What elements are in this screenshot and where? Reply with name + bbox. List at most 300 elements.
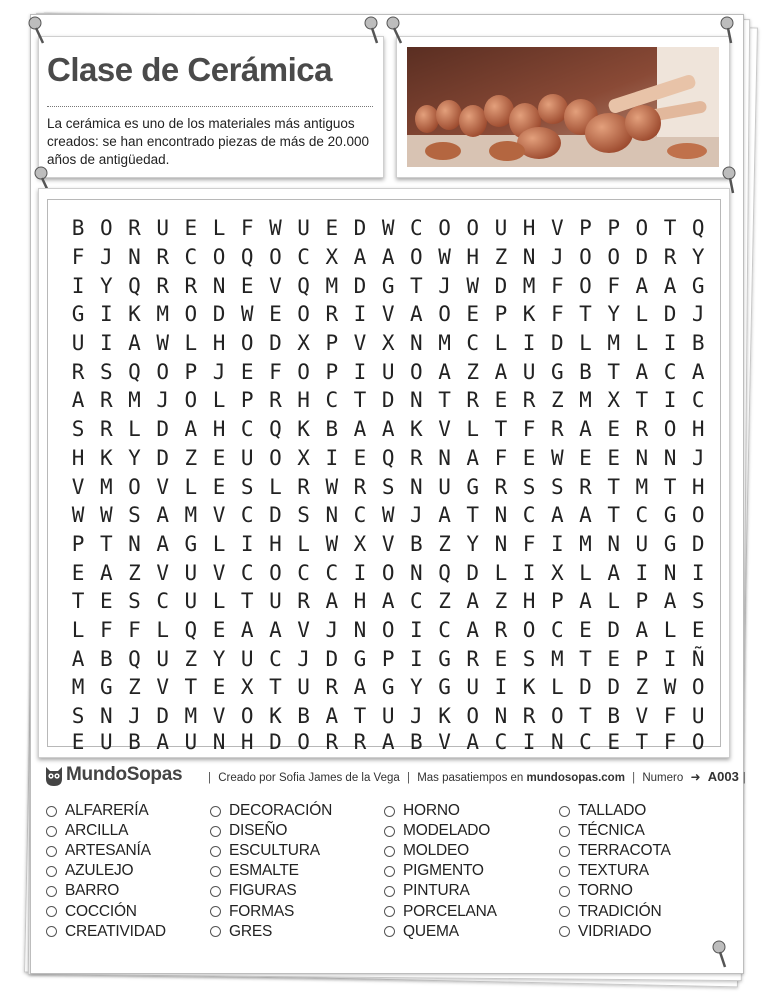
grid-letter[interactable]: L: [156, 617, 169, 642]
grid-letter[interactable]: X: [353, 531, 367, 556]
grid-letter[interactable]: G: [381, 273, 395, 298]
grid-letter[interactable]: B: [128, 730, 141, 755]
grid-letter[interactable]: U: [635, 531, 649, 556]
grid-letter[interactable]: R: [325, 302, 339, 327]
grid-letter[interactable]: W: [240, 302, 254, 327]
grid-letter[interactable]: V: [353, 331, 367, 356]
grid-letter[interactable]: D: [635, 245, 649, 270]
grid-letter[interactable]: A: [381, 730, 395, 755]
grid-letter[interactable]: A: [579, 589, 592, 614]
grid-letter[interactable]: W: [466, 273, 480, 298]
grid-letter[interactable]: E: [494, 646, 508, 671]
checkbox-circle-icon[interactable]: [46, 886, 57, 897]
grid-letter[interactable]: U: [438, 474, 451, 499]
grid-letter[interactable]: C: [635, 503, 649, 528]
grid-letter[interactable]: W: [381, 503, 395, 528]
grid-letter[interactable]: Y: [466, 531, 480, 556]
grid-letter[interactable]: A: [381, 589, 395, 614]
grid-letter[interactable]: M: [522, 273, 536, 298]
grid-letter[interactable]: I: [663, 331, 677, 356]
grid-letter[interactable]: N: [353, 617, 367, 642]
grid-letter[interactable]: U: [691, 704, 705, 729]
grid-letter[interactable]: O: [691, 503, 705, 528]
grid-letter[interactable]: G: [438, 646, 451, 671]
grid-letter[interactable]: A: [466, 445, 480, 470]
grid-letter[interactable]: A: [128, 331, 141, 356]
grid-letter[interactable]: I: [353, 560, 367, 585]
grid-letter[interactable]: O: [99, 216, 113, 241]
grid-letter[interactable]: N: [663, 560, 677, 585]
grid-letter[interactable]: Y: [212, 646, 226, 671]
grid-letter[interactable]: T: [240, 589, 254, 614]
grid-letter[interactable]: I: [522, 331, 536, 356]
grid-letter[interactable]: R: [297, 589, 310, 614]
grid-letter[interactable]: O: [297, 730, 310, 755]
grid-letter[interactable]: J: [438, 273, 451, 298]
grid-letter[interactable]: O: [691, 730, 705, 755]
grid-letter[interactable]: T: [410, 273, 423, 298]
word-list-item[interactable]: [557, 841, 671, 861]
grid-letter[interactable]: W: [381, 216, 395, 241]
grid-letter[interactable]: L: [635, 331, 649, 356]
grid-letter[interactable]: N: [494, 704, 508, 729]
grid-letter[interactable]: E: [579, 617, 592, 642]
grid-letter[interactable]: N: [410, 331, 423, 356]
grid-letter[interactable]: L: [212, 589, 226, 614]
grid-letter[interactable]: S: [522, 474, 536, 499]
grid-letter[interactable]: V: [550, 216, 564, 241]
site-link[interactable]: mundosopas.com: [526, 772, 625, 784]
grid-letter[interactable]: V: [269, 273, 282, 298]
grid-letter[interactable]: D: [494, 273, 508, 298]
grid-letter[interactable]: D: [353, 216, 367, 241]
grid-letter[interactable]: O: [466, 704, 480, 729]
grid-letter[interactable]: H: [269, 531, 282, 556]
grid-letter[interactable]: I: [663, 388, 677, 413]
grid-letter[interactable]: J: [156, 388, 169, 413]
grid-letter[interactable]: D: [466, 560, 480, 585]
grid-letter[interactable]: L: [663, 617, 677, 642]
grid-letter[interactable]: F: [522, 417, 536, 442]
grid-letter[interactable]: J: [212, 359, 226, 384]
grid-letter[interactable]: S: [297, 503, 310, 528]
grid-letter[interactable]: C: [410, 216, 423, 241]
grid-letter[interactable]: F: [99, 617, 113, 642]
grid-letter[interactable]: Q: [297, 273, 310, 298]
grid-letter[interactable]: U: [466, 675, 480, 700]
grid-letter[interactable]: C: [522, 503, 536, 528]
grid-letter[interactable]: A: [410, 302, 423, 327]
checkbox-circle-icon[interactable]: [559, 926, 570, 937]
grid-letter[interactable]: H: [691, 474, 705, 499]
grid-letter[interactable]: K: [269, 704, 282, 729]
grid-letter[interactable]: O: [128, 474, 141, 499]
grid-letter[interactable]: M: [635, 474, 649, 499]
grid-letter[interactable]: I: [353, 302, 367, 327]
grid-letter[interactable]: Y: [410, 675, 423, 700]
grid-letter[interactable]: S: [522, 646, 536, 671]
grid-letter[interactable]: A: [381, 245, 395, 270]
grid-letter[interactable]: O: [438, 216, 451, 241]
grid-letter[interactable]: P: [325, 331, 339, 356]
checkbox-circle-icon[interactable]: [559, 886, 570, 897]
grid-letter[interactable]: C: [550, 617, 564, 642]
grid-letter[interactable]: U: [522, 359, 536, 384]
grid-letter[interactable]: V: [438, 730, 451, 755]
grid-letter[interactable]: U: [184, 589, 198, 614]
grid-letter[interactable]: L: [494, 331, 508, 356]
grid-letter[interactable]: W: [438, 245, 451, 270]
grid-letter[interactable]: K: [410, 417, 423, 442]
grid-letter[interactable]: A: [635, 617, 649, 642]
grid-letter[interactable]: P: [184, 359, 198, 384]
grid-letter[interactable]: E: [466, 302, 480, 327]
grid-letter[interactable]: N: [522, 245, 536, 270]
grid-letter[interactable]: S: [691, 589, 705, 614]
grid-letter[interactable]: R: [410, 445, 423, 470]
grid-letter[interactable]: F: [128, 617, 141, 642]
grid-letter[interactable]: Z: [550, 388, 564, 413]
grid-letter[interactable]: A: [71, 388, 85, 413]
grid-letter[interactable]: I: [410, 646, 423, 671]
grid-letter[interactable]: R: [156, 273, 169, 298]
word-list-item[interactable]: [44, 901, 166, 921]
grid-letter[interactable]: G: [663, 503, 677, 528]
grid-letter[interactable]: C: [325, 388, 339, 413]
grid-letter[interactable]: G: [438, 675, 451, 700]
grid-letter[interactable]: R: [353, 730, 367, 755]
grid-letter[interactable]: B: [297, 704, 310, 729]
checkbox-circle-icon[interactable]: [46, 846, 57, 857]
grid-letter[interactable]: R: [269, 388, 282, 413]
grid-letter[interactable]: A: [184, 417, 198, 442]
grid-letter[interactable]: Z: [494, 245, 508, 270]
grid-letter[interactable]: A: [353, 245, 367, 270]
grid-letter[interactable]: X: [381, 331, 395, 356]
grid-letter[interactable]: T: [635, 388, 649, 413]
grid-letter[interactable]: O: [297, 359, 310, 384]
word-list-item[interactable]: [557, 922, 671, 942]
grid-letter[interactable]: T: [607, 474, 620, 499]
word-list-item[interactable]: [208, 901, 332, 921]
grid-letter[interactable]: Z: [128, 560, 141, 585]
grid-letter[interactable]: I: [522, 560, 536, 585]
grid-letter[interactable]: C: [240, 503, 254, 528]
grid-letter[interactable]: V: [212, 704, 226, 729]
grid-letter[interactable]: Z: [184, 445, 198, 470]
grid-letter[interactable]: P: [71, 531, 85, 556]
word-list-item[interactable]: [382, 922, 497, 942]
grid-letter[interactable]: A: [607, 560, 620, 585]
word-list-item[interactable]: [208, 821, 332, 841]
grid-letter[interactable]: D: [607, 675, 620, 700]
grid-letter[interactable]: N: [438, 445, 451, 470]
grid-letter[interactable]: B: [607, 704, 620, 729]
grid-letter[interactable]: Z: [438, 531, 451, 556]
grid-letter[interactable]: E: [691, 617, 705, 642]
grid-letter[interactable]: P: [579, 216, 592, 241]
word-list-item[interactable]: [208, 922, 332, 942]
grid-letter[interactable]: B: [99, 646, 113, 671]
grid-letter[interactable]: Q: [438, 560, 451, 585]
grid-letter[interactable]: T: [353, 388, 367, 413]
word-list-item[interactable]: [382, 881, 497, 901]
grid-letter[interactable]: E: [269, 302, 282, 327]
grid-letter[interactable]: W: [325, 531, 339, 556]
checkbox-circle-icon[interactable]: [210, 846, 221, 857]
grid-letter[interactable]: O: [184, 302, 198, 327]
grid-letter[interactable]: C: [579, 730, 592, 755]
grid-letter[interactable]: C: [297, 560, 310, 585]
grid-letter[interactable]: U: [381, 704, 395, 729]
grid-letter[interactable]: T: [607, 503, 620, 528]
grid-letter[interactable]: C: [691, 388, 705, 413]
grid-letter[interactable]: R: [325, 730, 339, 755]
grid-letter[interactable]: L: [212, 388, 226, 413]
checkbox-circle-icon[interactable]: [210, 906, 221, 917]
grid-letter[interactable]: O: [607, 245, 620, 270]
grid-letter[interactable]: M: [607, 331, 620, 356]
grid-letter[interactable]: M: [325, 273, 339, 298]
grid-letter[interactable]: N: [410, 474, 423, 499]
grid-letter[interactable]: R: [99, 388, 113, 413]
grid-letter[interactable]: F: [550, 273, 564, 298]
grid-letter[interactable]: G: [663, 531, 677, 556]
grid-letter[interactable]: F: [240, 216, 254, 241]
grid-letter[interactable]: G: [99, 675, 113, 700]
grid-letter[interactable]: M: [71, 675, 85, 700]
grid-letter[interactable]: I: [635, 560, 649, 585]
grid-letter[interactable]: G: [466, 474, 480, 499]
grid-letter[interactable]: S: [240, 474, 254, 499]
grid-letter[interactable]: I: [325, 445, 339, 470]
checkbox-circle-icon[interactable]: [384, 806, 395, 817]
grid-letter[interactable]: V: [156, 560, 169, 585]
grid-letter[interactable]: V: [635, 704, 649, 729]
grid-letter[interactable]: N: [410, 388, 423, 413]
grid-letter[interactable]: Z: [494, 589, 508, 614]
checkbox-circle-icon[interactable]: [46, 866, 57, 877]
grid-letter[interactable]: T: [353, 704, 367, 729]
grid-letter[interactable]: D: [156, 417, 169, 442]
grid-letter[interactable]: Z: [128, 675, 141, 700]
grid-letter[interactable]: T: [71, 589, 85, 614]
grid-letter[interactable]: J: [297, 646, 310, 671]
grid-letter[interactable]: Z: [635, 675, 649, 700]
grid-letter[interactable]: N: [635, 445, 649, 470]
grid-letter[interactable]: U: [184, 730, 198, 755]
grid-letter[interactable]: S: [128, 503, 141, 528]
checkbox-circle-icon[interactable]: [210, 926, 221, 937]
grid-letter[interactable]: O: [269, 560, 282, 585]
grid-letter[interactable]: J: [99, 245, 113, 270]
grid-letter[interactable]: F: [269, 359, 282, 384]
grid-letter[interactable]: P: [381, 646, 395, 671]
grid-letter[interactable]: H: [212, 417, 226, 442]
word-list-item[interactable]: [382, 801, 497, 821]
grid-letter[interactable]: U: [494, 216, 508, 241]
grid-letter[interactable]: O: [240, 331, 254, 356]
grid-letter[interactable]: S: [550, 474, 564, 499]
grid-letter[interactable]: N: [550, 730, 564, 755]
grid-letter[interactable]: F: [663, 704, 677, 729]
grid-letter[interactable]: U: [297, 675, 310, 700]
grid-letter[interactable]: V: [212, 560, 226, 585]
grid-letter[interactable]: K: [522, 675, 536, 700]
grid-letter[interactable]: C: [240, 560, 254, 585]
grid-letter[interactable]: X: [297, 445, 310, 470]
word-list-item[interactable]: [557, 881, 671, 901]
grid-letter[interactable]: U: [240, 445, 254, 470]
checkbox-circle-icon[interactable]: [210, 866, 221, 877]
grid-letter[interactable]: A: [325, 704, 339, 729]
grid-letter[interactable]: M: [128, 388, 141, 413]
grid-letter[interactable]: J: [410, 704, 423, 729]
grid-letter[interactable]: R: [297, 474, 310, 499]
grid-letter[interactable]: O: [269, 245, 282, 270]
grid-letter[interactable]: A: [494, 359, 508, 384]
grid-letter[interactable]: Q: [128, 646, 141, 671]
grid-letter[interactable]: B: [325, 417, 339, 442]
grid-letter[interactable]: R: [663, 245, 677, 270]
grid-letter[interactable]: A: [240, 617, 254, 642]
grid-letter[interactable]: O: [156, 359, 169, 384]
grid-letter[interactable]: E: [212, 474, 226, 499]
grid-letter[interactable]: L: [212, 216, 226, 241]
grid-letter[interactable]: A: [156, 730, 169, 755]
grid-letter[interactable]: X: [325, 245, 339, 270]
grid-letter[interactable]: Z: [466, 359, 480, 384]
grid-letter[interactable]: M: [184, 503, 198, 528]
grid-letter[interactable]: T: [438, 388, 451, 413]
grid-letter[interactable]: E: [494, 388, 508, 413]
grid-letter[interactable]: E: [240, 359, 254, 384]
grid-letter[interactable]: H: [522, 216, 536, 241]
grid-letter[interactable]: A: [156, 531, 169, 556]
grid-letter[interactable]: N: [212, 273, 226, 298]
grid-letter[interactable]: R: [635, 417, 649, 442]
grid-letter[interactable]: D: [607, 617, 620, 642]
grid-letter[interactable]: A: [325, 589, 339, 614]
grid-letter[interactable]: X: [550, 560, 564, 585]
grid-letter[interactable]: A: [579, 417, 592, 442]
word-list-item[interactable]: [382, 821, 497, 841]
checkbox-circle-icon[interactable]: [384, 866, 395, 877]
grid-letter[interactable]: K: [522, 302, 536, 327]
grid-letter[interactable]: J: [128, 704, 141, 729]
grid-letter[interactable]: D: [325, 646, 339, 671]
grid-letter[interactable]: D: [212, 302, 226, 327]
grid-letter[interactable]: R: [522, 388, 536, 413]
grid-letter[interactable]: U: [99, 730, 113, 755]
word-list-item[interactable]: [208, 881, 332, 901]
checkbox-circle-icon[interactable]: [210, 886, 221, 897]
grid-letter[interactable]: R: [550, 417, 564, 442]
checkbox-circle-icon[interactable]: [559, 806, 570, 817]
grid-letter[interactable]: T: [466, 503, 480, 528]
grid-letter[interactable]: W: [663, 675, 677, 700]
grid-letter[interactable]: U: [240, 646, 254, 671]
checkbox-circle-icon[interactable]: [384, 826, 395, 837]
grid-letter[interactable]: R: [522, 704, 536, 729]
grid-letter[interactable]: E: [579, 445, 592, 470]
grid-letter[interactable]: I: [550, 531, 564, 556]
grid-letter[interactable]: I: [99, 302, 113, 327]
grid-letter[interactable]: M: [99, 474, 113, 499]
grid-letter[interactable]: W: [156, 331, 169, 356]
grid-letter[interactable]: L: [607, 589, 620, 614]
checkbox-circle-icon[interactable]: [559, 826, 570, 837]
grid-letter[interactable]: E: [607, 445, 620, 470]
grid-letter[interactable]: Y: [691, 245, 705, 270]
grid-letter[interactable]: O: [410, 245, 423, 270]
grid-letter[interactable]: A: [466, 617, 480, 642]
grid-letter[interactable]: H: [353, 589, 367, 614]
grid-letter[interactable]: C: [663, 359, 677, 384]
grid-letter[interactable]: K: [438, 704, 451, 729]
grid-letter[interactable]: B: [71, 216, 85, 241]
checkbox-circle-icon[interactable]: [384, 846, 395, 857]
grid-letter[interactable]: M: [438, 331, 451, 356]
grid-letter[interactable]: F: [663, 730, 677, 755]
grid-letter[interactable]: L: [71, 617, 85, 642]
grid-letter[interactable]: U: [269, 589, 282, 614]
grid-letter[interactable]: B: [691, 331, 705, 356]
grid-letter[interactable]: V: [381, 302, 395, 327]
grid-letter[interactable]: A: [579, 503, 592, 528]
grid-letter[interactable]: E: [71, 730, 85, 755]
grid-letter[interactable]: C: [240, 417, 254, 442]
grid-letter[interactable]: H: [466, 245, 480, 270]
grid-letter[interactable]: R: [494, 617, 508, 642]
grid-letter[interactable]: O: [410, 359, 423, 384]
grid-letter[interactable]: O: [550, 704, 564, 729]
grid-letter[interactable]: J: [691, 302, 705, 327]
grid-letter[interactable]: M: [579, 388, 592, 413]
grid-letter[interactable]: A: [635, 273, 649, 298]
checkbox-circle-icon[interactable]: [559, 906, 570, 917]
grid-letter[interactable]: P: [550, 589, 564, 614]
grid-letter[interactable]: A: [438, 503, 451, 528]
grid-letter[interactable]: A: [438, 359, 451, 384]
grid-letter[interactable]: Ñ: [691, 646, 705, 671]
grid-letter[interactable]: R: [466, 388, 480, 413]
grid-letter[interactable]: R: [494, 474, 508, 499]
grid-letter[interactable]: O: [240, 704, 254, 729]
grid-letter[interactable]: C: [410, 589, 423, 614]
grid-letter[interactable]: I: [99, 331, 113, 356]
grid-letter[interactable]: V: [438, 417, 451, 442]
grid-letter[interactable]: U: [156, 646, 169, 671]
grid-letter[interactable]: F: [494, 445, 508, 470]
grid-letter[interactable]: A: [381, 417, 395, 442]
grid-letter[interactable]: L: [466, 417, 480, 442]
grid-letter[interactable]: T: [579, 646, 592, 671]
grid-letter[interactable]: R: [466, 646, 480, 671]
checkbox-circle-icon[interactable]: [46, 826, 57, 837]
grid-letter[interactable]: L: [635, 302, 649, 327]
grid-letter[interactable]: Y: [128, 445, 141, 470]
grid-letter[interactable]: E: [212, 675, 226, 700]
grid-letter[interactable]: L: [184, 331, 198, 356]
grid-letter[interactable]: G: [353, 646, 367, 671]
grid-letter[interactable]: T: [607, 359, 620, 384]
grid-letter[interactable]: R: [325, 675, 339, 700]
checkbox-circle-icon[interactable]: [46, 806, 57, 817]
word-list-item[interactable]: [557, 861, 671, 881]
grid-letter[interactable]: F: [607, 273, 620, 298]
word-list-item[interactable]: [557, 801, 671, 821]
